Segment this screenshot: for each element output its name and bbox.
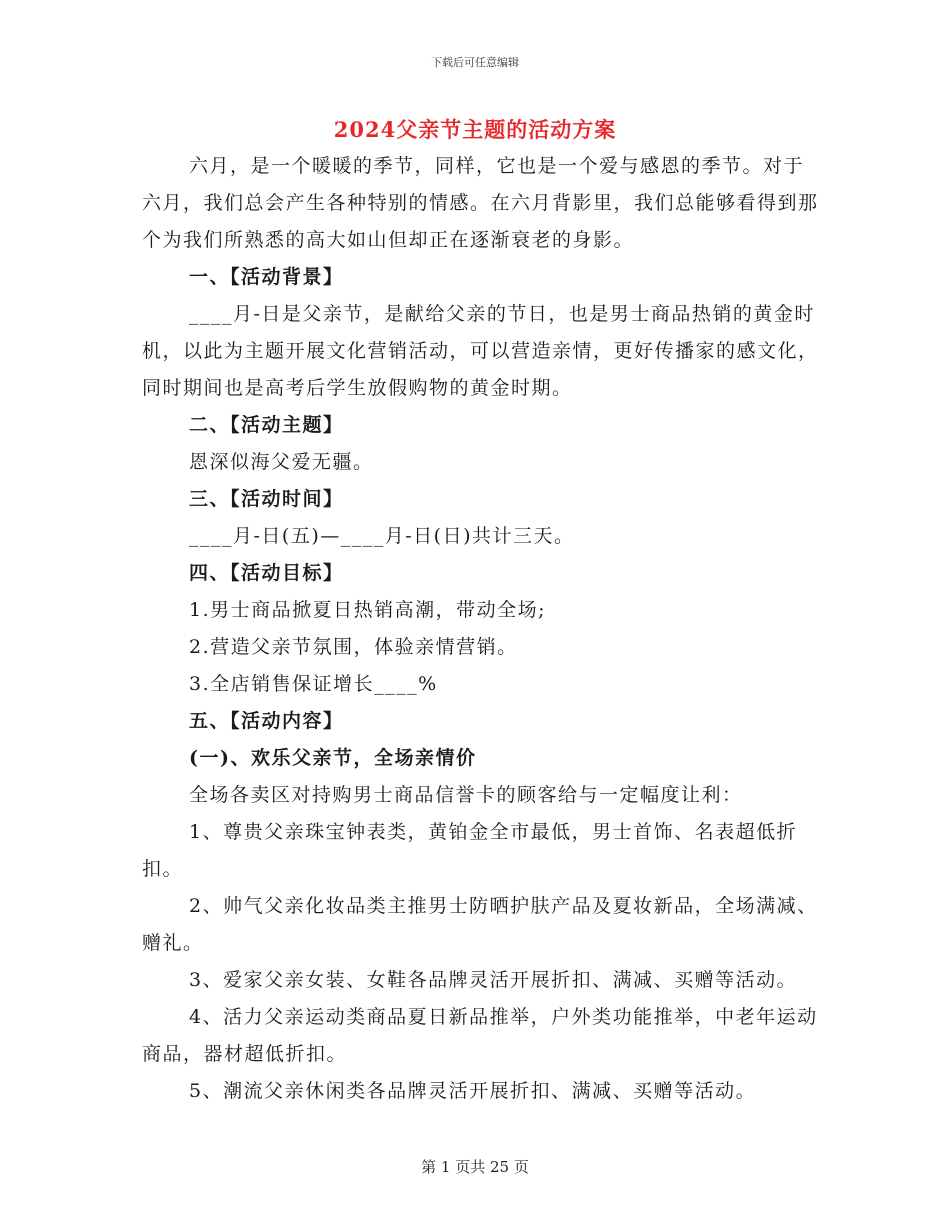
background-paragraph: ____月-日是父亲节，是献给父亲的节日，也是男士商品热销的黄金时机，以此为主题开展文化营销活动，可以营造亲情，更好传播家的感文化，同时期间也是高考后学生放假购物的黄金时期。 — [142, 303, 819, 399]
page-footer: 第 1 页共 25 页 — [421, 1158, 529, 1176]
header-note: 下载后可任意编辑 — [431, 56, 519, 69]
document-title: 2024父亲节主题的活动方案 — [333, 117, 617, 142]
section-heading-content: 五、【活动内容】 — [189, 710, 344, 732]
section-heading-time: 三、【活动时间】 — [189, 488, 344, 510]
goal-item-2: 2.营造父亲节氛围，体验亲情营销。 — [189, 636, 518, 658]
section-heading-goals: 四、【活动目标】 — [189, 562, 344, 584]
content-item-5: 5、潮流父亲休闲类各品牌灵活开展折扣、满减、买赠等活动。 — [189, 1080, 757, 1102]
subsection-heading-1: (一)、欢乐父亲节，全场亲情价 — [189, 747, 477, 769]
content-item-4: 4、活力父亲运动类商品夏日新品推举，户外类功能推举，中老年运动商品，器材超低折扣。 — [142, 1006, 818, 1065]
theme-paragraph: 恩深似海父爱无疆。 — [189, 451, 374, 473]
section-heading-theme: 二、【活动主题】 — [189, 414, 344, 436]
content-item-1: 1、尊贵父亲珠宝钟表类，黄铂金全市最低，男士首饰、名表超低折扣。 — [142, 821, 798, 880]
document-body — [142, 148, 822, 1110]
goal-item-1: 1.男士商品掀夏日热销高潮，带动全场; — [189, 599, 547, 621]
content-item-2: 2、帅气父亲化妆品类主推男士防晒护肤产品及夏妆新品，全场满减、赠礼。 — [142, 895, 818, 954]
content-item-3: 3、爱家父亲女装、女鞋各品牌灵活开展折扣、满减、买赠等活动。 — [189, 969, 798, 991]
section-heading-background: 一、【活动背景】 — [189, 266, 344, 288]
time-paragraph: ____月-日(五)—____月-日(日)共计三天。 — [189, 525, 575, 547]
intro-paragraph: 六月，是一个暖暖的季节，同样，它也是一个爱与感恩的季节。对于六月，我们总会产生各种特别的情感。在六月背影里，我们总能够看得到那个为我们所熟悉的高大如山但却正在逐渐衰老的身影。 — [142, 155, 819, 251]
goal-item-3: 3.全店销售保证增长____% — [189, 673, 438, 695]
content-intro: 全场各卖区对持购男士商品信誉卡的顾客给与一定幅度让利： — [189, 784, 743, 806]
